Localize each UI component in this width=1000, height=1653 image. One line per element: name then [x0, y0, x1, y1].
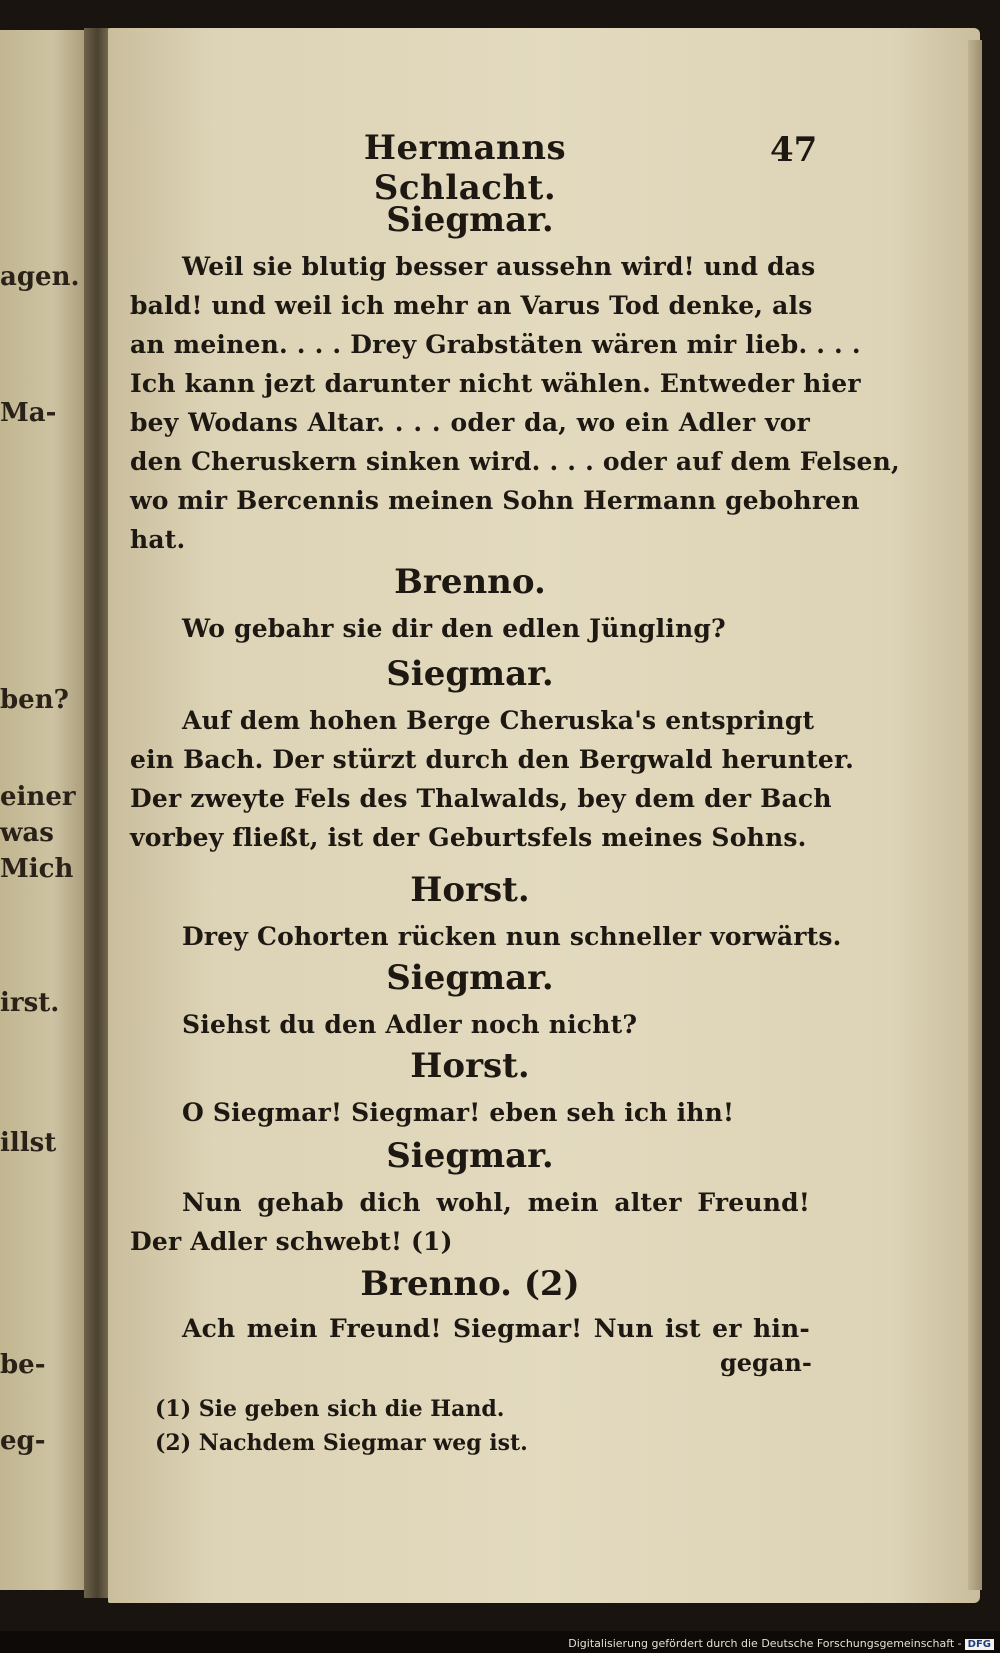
- left-page-fragment: Ma-: [0, 398, 57, 428]
- speaker-heading: Brenno. (2): [360, 1264, 580, 1304]
- left-page-fragment: ben?: [0, 685, 69, 715]
- text-line: Nun gehab dich wohl, mein alter Freund!: [182, 1188, 810, 1217]
- text-line: wo mir Bercennis meinen Sohn Hermann gebohren: [130, 486, 860, 515]
- text-line: vorbey fließt, ist der Geburtsfels meines Sohns.: [130, 823, 807, 852]
- speaker-heading: Horst.: [410, 870, 530, 910]
- speaker-heading: Siegmar.: [386, 200, 554, 240]
- left-page-fragment: Mich: [0, 854, 74, 884]
- funding-notice-text: Digitalisierung gefördert durch die Deutsche Forschungsgemeinschaft -: [568, 1637, 962, 1650]
- left-page-fragment: illst: [0, 1128, 57, 1158]
- left-page-fragment: was: [0, 818, 54, 848]
- text-line: an meinen. . . . Drey Grabstäten wären mir lieb. . . .: [130, 330, 861, 359]
- text-line: Siehst du den Adler noch nicht?: [182, 1010, 638, 1039]
- text-line: Drey Cohorten rücken nun schneller vorwärts.: [182, 922, 842, 951]
- text-line: Weil sie blutig besser aussehn wird! und das: [182, 252, 816, 281]
- speaker-heading: Brenno.: [394, 562, 546, 602]
- left-page: [0, 30, 88, 1590]
- running-header: Hermanns Schlacht.: [363, 128, 567, 208]
- footnote: (1) Sie geben sich die Hand.: [155, 1396, 505, 1422]
- page-edge: [968, 40, 982, 1590]
- text-line: hat.: [130, 525, 186, 554]
- speaker-heading: Siegmar.: [386, 958, 554, 998]
- speaker-heading: Horst.: [410, 1046, 530, 1086]
- text-line: ein Bach. Der stürzt durch den Bergwald herunter.: [130, 745, 855, 774]
- text-line: Der zweyte Fels des Thalwalds, bey dem der Bach: [130, 784, 832, 813]
- catchword: gegan-: [720, 1348, 812, 1377]
- text-line: Der Adler schwebt! (1): [130, 1227, 453, 1256]
- page-number: 47: [770, 130, 818, 170]
- text-line: Ach mein Freund! Siegmar! Nun ist er hin-: [182, 1314, 810, 1343]
- left-page-fragment: eg-: [0, 1426, 46, 1456]
- left-page-fragment: irst.: [0, 988, 60, 1018]
- speaker-heading: Siegmar.: [386, 654, 554, 694]
- left-page-fragment: be-: [0, 1350, 46, 1380]
- footnote: (2) Nachdem Siegmar weg ist.: [155, 1430, 528, 1456]
- text-line: O Siegmar! Siegmar! eben seh ich ihn!: [182, 1098, 735, 1127]
- dfg-logo: DFG: [965, 1639, 994, 1650]
- funding-notice: [568, 1637, 994, 1650]
- left-page-fragment: agen.: [0, 262, 80, 292]
- speaker-heading: Siegmar.: [386, 1136, 554, 1176]
- footer-bar: [0, 1631, 1000, 1653]
- text-line: bald! und weil ich mehr an Varus Tod denke, als: [130, 291, 813, 320]
- text-line: Ich kann jezt darunter nicht wählen. Entweder hier: [130, 369, 861, 398]
- left-page-fragment: einer: [0, 782, 76, 812]
- text-line: Auf dem hohen Berge Cheruska's entspringt: [182, 706, 815, 735]
- text-line: Wo gebahr sie dir den edlen Jüngling?: [182, 614, 726, 643]
- text-line: den Cheruskern sinken wird. . . . oder auf dem Felsen,: [130, 447, 900, 476]
- text-line: bey Wodans Altar. . . . oder da, wo ein Adler vor: [130, 408, 810, 437]
